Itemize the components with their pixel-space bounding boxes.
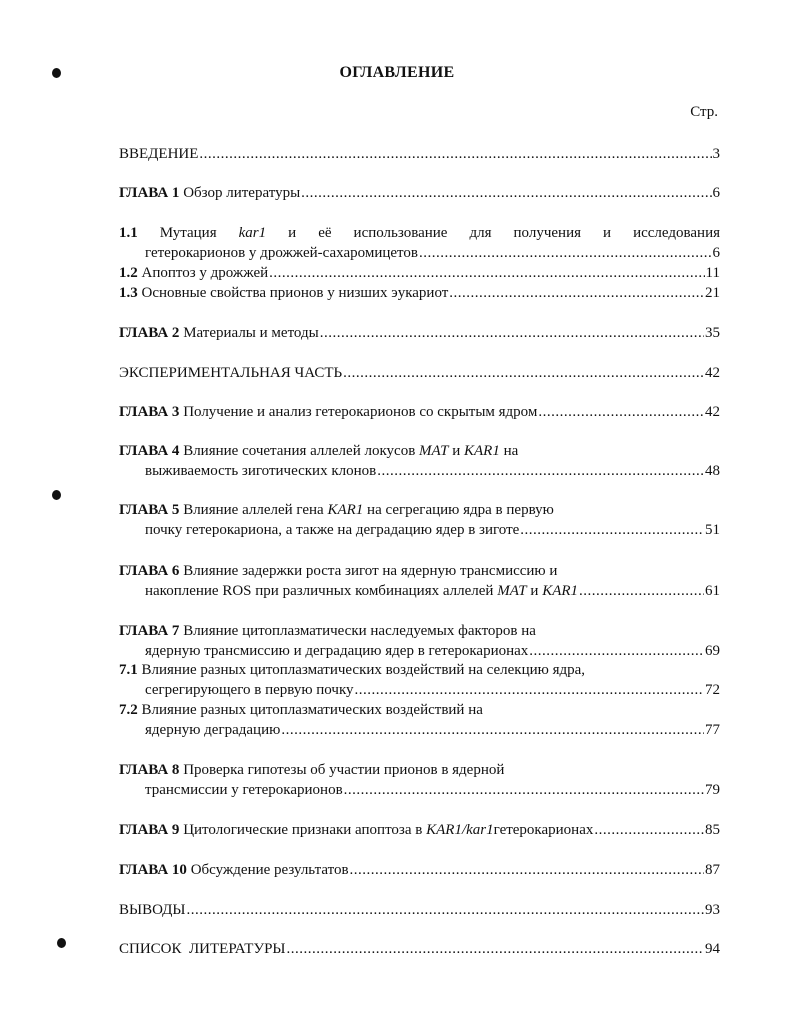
toc-entry-chapter-3[interactable]: ГЛАВА 3 Получение и анализ гетерокарионов со скрытым ядром ..... 42 bbox=[119, 402, 720, 422]
page-number: 51 bbox=[705, 522, 720, 538]
toc-entry-chapter-6[interactable]: ГЛАВА 6 Влияние задержки роста зигот на ядерную трансмиссию и накопление ROS при различных комбинациях аллелей MAT и KAR1 ..... 61 bbox=[119, 561, 720, 601]
page-number: 11 bbox=[705, 265, 720, 281]
leader-dots bbox=[320, 323, 704, 343]
leader-dots bbox=[344, 780, 704, 800]
page-number: 42 bbox=[705, 365, 720, 381]
leader-dots bbox=[520, 520, 704, 540]
leader-dots bbox=[350, 860, 704, 880]
page-number: 94 bbox=[705, 941, 720, 957]
page-title: ОГЛАВЛЕНИЕ bbox=[339, 64, 455, 81]
page-column-label: Стр. bbox=[690, 104, 718, 120]
toc-entry-references[interactable]: СПИСОК ЛИТЕРАТУРЫ ..... 94 bbox=[119, 939, 720, 959]
page-number: 3 bbox=[712, 146, 720, 162]
leader-dots bbox=[281, 720, 704, 740]
punch-hole-mark bbox=[57, 938, 66, 948]
toc-entry-section-1-1[interactable]: 1.1 Мутация kar1 и её использование для получения и исследования гетерокарионов у дрожжей-сахаромицетов ..... 6 bbox=[119, 223, 720, 263]
page-number: 48 bbox=[705, 463, 720, 479]
punch-hole-mark bbox=[52, 490, 61, 500]
page-number: 69 bbox=[705, 643, 720, 659]
toc-entry-chapter-5[interactable]: ГЛАВА 5 Влияние аллелей гена KAR1 на сегрегацию ядра в первую почку гетерокариона, а также на деградацию ядер в зиготе ..... 51 bbox=[119, 500, 720, 540]
leader-dots bbox=[377, 461, 704, 481]
leader-dots bbox=[199, 144, 711, 164]
page-number: 35 bbox=[705, 325, 720, 341]
toc-entry-intro[interactable]: ВВЕДЕНИЕ ..... 3 bbox=[119, 144, 720, 164]
leader-dots bbox=[538, 402, 704, 422]
toc-entry-conclusions[interactable]: ВЫВОДЫ ..... 93 bbox=[119, 900, 720, 920]
page-number: 87 bbox=[705, 862, 720, 878]
page-number: 6 bbox=[712, 245, 720, 261]
page-number: 93 bbox=[705, 902, 720, 918]
leader-dots bbox=[449, 283, 704, 303]
page-number: 77 bbox=[705, 722, 720, 738]
toc-entry-chapter-2[interactable]: ГЛАВА 2 Материалы и методы ..... 35 bbox=[119, 323, 720, 343]
toc-entry-chapter-1[interactable]: ГЛАВА 1 Обзор литературы ..... 6 bbox=[119, 183, 720, 203]
page-number: 61 bbox=[705, 583, 720, 599]
toc-entry-chapter-10[interactable]: ГЛАВА 10 Обсуждение результатов ..... 87 bbox=[119, 860, 720, 880]
toc-entry-section-1-2[interactable]: 1.2 Апоптоз у дрожжей ..... 11 bbox=[119, 263, 720, 283]
toc-entry-section-7-2[interactable]: 7.2 Влияние разных цитоплазматических воздействий на ядерную деградацию ..... 77 bbox=[119, 700, 720, 740]
leader-dots bbox=[187, 900, 705, 920]
toc-entry-chapter-9[interactable]: ГЛАВА 9 Цитологические признаки апоптоза в KAR1/kar1гетерокарионах ..... 85 bbox=[119, 820, 720, 840]
page-number: 85 bbox=[705, 822, 720, 838]
leader-dots bbox=[355, 680, 704, 700]
leader-dots bbox=[419, 243, 712, 263]
page-number: 6 bbox=[712, 185, 720, 201]
toc-entry-chapter-8[interactable]: ГЛАВА 8 Проверка гипотезы об участии прионов в ядерной трансмиссии у гетерокарионов ..... 79 bbox=[119, 760, 720, 800]
leader-dots bbox=[301, 183, 711, 203]
leader-dots bbox=[287, 939, 705, 959]
page-number: 42 bbox=[705, 404, 720, 420]
page-number: 79 bbox=[705, 782, 720, 798]
toc-entry-chapter-4[interactable]: ГЛАВА 4 Влияние сочетания аллелей локусов MAT и KAR1 на выживаемость зиготических клонов ..... 48 bbox=[119, 441, 720, 481]
toc-entry-experimental[interactable]: ЭКСПЕРИМЕНТАЛЬНАЯ ЧАСТЬ ..... 42 bbox=[119, 363, 720, 383]
leader-dots bbox=[269, 263, 704, 283]
leader-dots bbox=[529, 641, 704, 661]
toc-entry-chapter-7[interactable]: ГЛАВА 7 Влияние цитоплазматически наследуемых факторов на ядерную трансмиссию и деградацию ядер в гетерокарионах ..... 69 bbox=[119, 621, 720, 661]
toc-entry-section-7-1[interactable]: 7.1 Влияние разных цитоплазматических воздействий на селекцию ядра, сегрегирующего в первую почку ..... 72 bbox=[119, 660, 720, 700]
page-number: 21 bbox=[705, 285, 720, 301]
page-number: 72 bbox=[705, 682, 720, 698]
toc-entry-section-1-3[interactable]: 1.3 Основные свойства прионов у низших эукариот ..... 21 bbox=[119, 283, 720, 303]
leader-dots bbox=[594, 820, 704, 840]
leader-dots bbox=[343, 363, 704, 383]
leader-dots bbox=[579, 581, 704, 601]
